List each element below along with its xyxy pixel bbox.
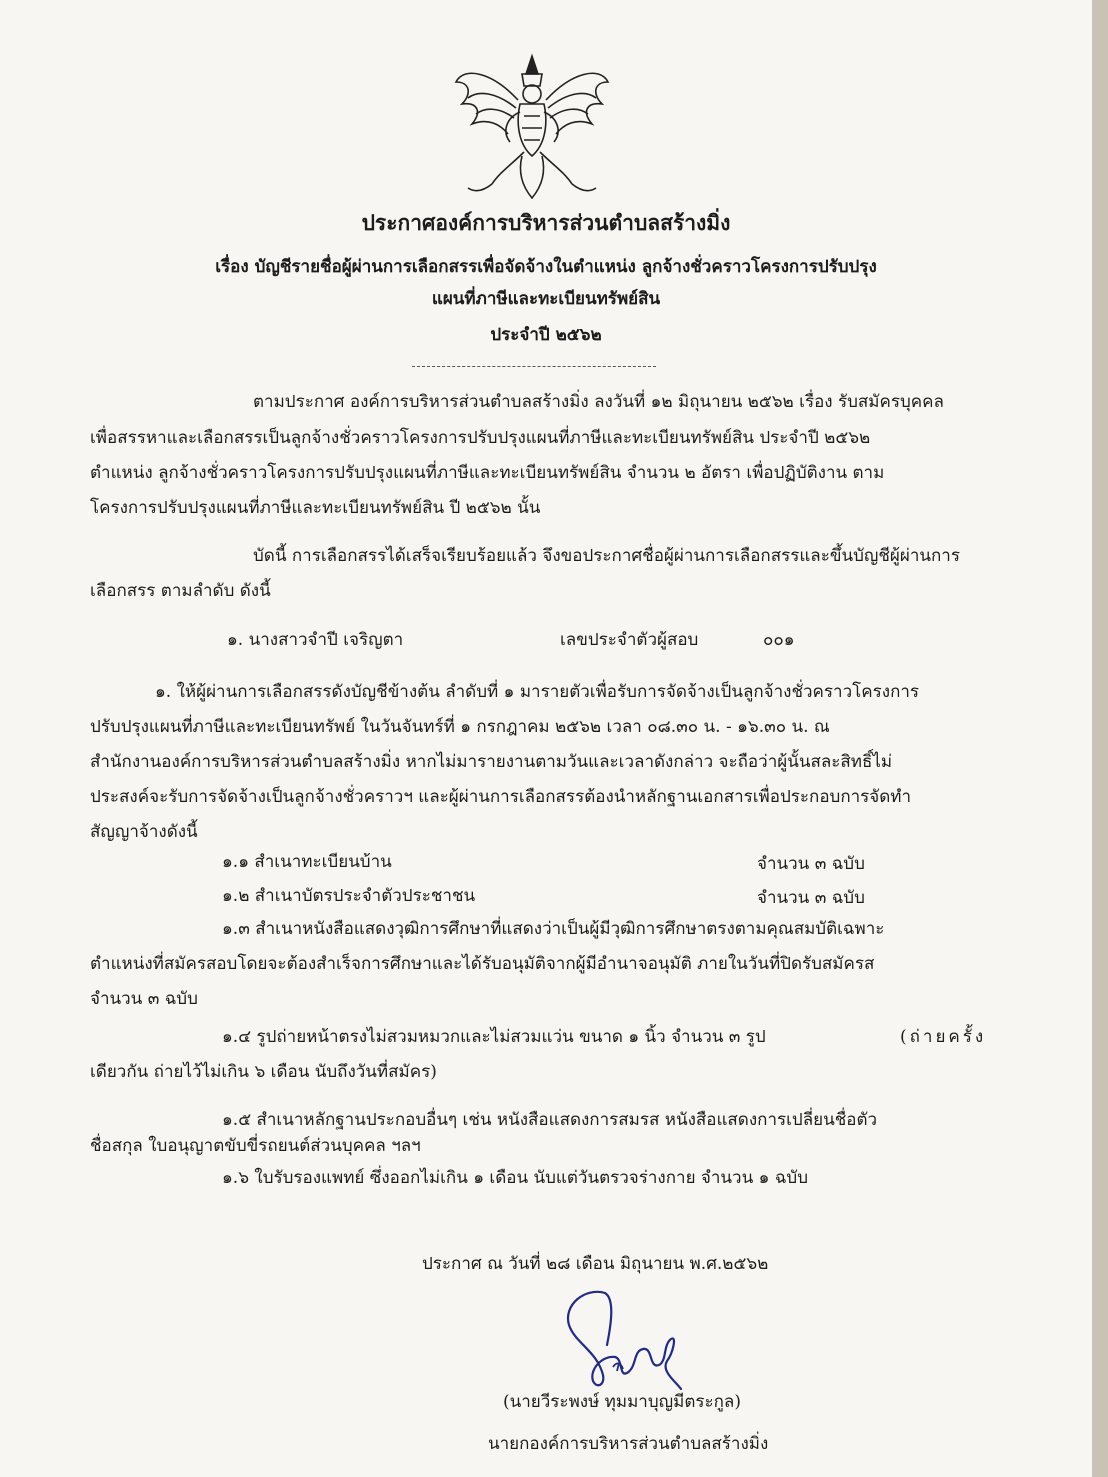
signature-icon	[545, 1285, 685, 1395]
item-1-5-line-1: ๑.๕ สำเนาหลักฐานประกอบอื่นๆ เช่น หนังสือแสดงการสมรส หนังสือแสดงการเปลี่ยนชื่อตัว	[222, 1110, 878, 1130]
garuda-emblem-icon	[452, 52, 612, 202]
page-edge	[1092, 0, 1108, 1477]
title-divider	[412, 366, 656, 367]
subject-line-2: แผนที่ภาษีและทะเบียนทรัพย์สิน	[431, 289, 661, 309]
p1-line-4: โครงการปรับปรุงแผนที่ภาษีและทะเบียนทรัพย์สิน ปี ๒๕๖๒ นั้น	[90, 498, 541, 518]
p3-line-5: สัญญาจ้างดังนี้	[90, 822, 198, 842]
year-line: ประจำปี ๒๕๖๒	[490, 325, 602, 345]
p3-line-1: ๑. ให้ผู้ผ่านการเลือกสรรดังบัญชีข้างต้น ลำดับที่ ๑ มารายตัวเพื่อรับการจัดจ้างเป็นลูกจ้างชั่วคราวโครงการ	[155, 682, 920, 702]
item-1-3-line-3: จำนวน ๓ ฉบับ	[90, 989, 198, 1009]
item-1-3-line-2: ตำแหน่งที่สมัครสอบโดยจะต้องสำเร็จการศึกษาและได้รับอนุมัติจากผู้มีอำนาจอนุมัติ ภายในวันที่ปิดรับสมัครส	[90, 954, 875, 974]
p1-line-2: เพื่อสรรหาและเลือกสรรเป็นลูกจ้างชั่วคราวโครงการปรับปรุงแผนที่ภาษีและทะเบียนทรัพย์สิน ประจำปี ๒๕๖๒	[90, 428, 871, 448]
p1-line-1: ตามประกาศ องค์การบริหารส่วนตำบลสร้างมิ่ง ลงวันที่ ๑๒ มิถุนายน ๒๕๖๒ เรื่อง รับสมัครบุคคล	[253, 392, 944, 412]
item-1-4-line-2: เดียวกัน ถ่ายไว้ไม่เกิน ๖ เดือน นับถึงวันที่สมัคร)	[90, 1062, 437, 1082]
item-1-1-label: ๑.๑ สำเนาทะเบียนบ้าน	[222, 852, 392, 872]
candidate-id-label: เลขประจำตัวผู้สอบ	[560, 630, 699, 650]
announcement-date: ประกาศ ณ วันที่ ๒๘ เดือน มิถุนายน พ.ศ.๒๕๖๒	[422, 1254, 769, 1274]
p3-line-3: สำนักงานองค์การบริหารส่วนตำบลสร้างมิ่ง หากไม่มารายงานตามวันและเวลาดังกล่าว จะถือว่าผู้นั้นสละสิทธิ์ไม่	[90, 752, 893, 772]
item-1-5-line-2: ชื่อสกุล ใบอนุญาตขับขี่รถยนต์ส่วนบุคคล ฯลฯ	[90, 1136, 421, 1156]
p2-line-2: เลือกสรร ตามลำดับ ดังนี้	[90, 581, 271, 601]
candidate-id-value: ๐๐๑	[763, 630, 795, 650]
signer-name: (นายวีระพงษ์ ทุมมาบุญมีตระกูล)	[503, 1392, 741, 1412]
signer-title: นายกองค์การบริหารส่วนตำบลสร้างมิ่ง	[488, 1434, 769, 1454]
p1-line-3: ตำแหน่ง ลูกจ้างชั่วคราวโครงการปรับปรุงแผนที่ภาษีและทะเบียนทรัพย์สิน จำนวน ๒ อัตรา เพื่อปฏิบัติงาน ตาม	[90, 463, 885, 483]
item-1-3-line-1: ๑.๓ สำเนาหนังสือแสดงวุฒิการศึกษาที่แสดงว่าเป็นผู้มีวุฒิการศึกษาตรงตามคุณสมบัติเฉพาะ	[222, 919, 885, 939]
candidate-name: ๑. นางสาวจำปี เจริญตา	[227, 630, 404, 650]
item-1-2-label: ๑.๒ สำเนาบัตรประจำตัวประชาชน	[222, 886, 476, 906]
document-title: ประกาศองค์การบริหารส่วนตำบลสร้างมิ่ง	[361, 210, 731, 235]
item-1-1-qty: จำนวน ๓ ฉบับ	[757, 854, 865, 874]
subject-line-1: เรื่อง บัญชีรายชื่อผู้ผ่านการเลือกสรรเพื่อจัดจ้างในตำแหน่ง ลูกจ้างชั่วคราวโครงการปรับปรุง	[215, 257, 877, 277]
item-1-2-qty: จำนวน ๓ ฉบับ	[757, 888, 865, 908]
p3-line-4: ประสงค์จะรับการจัดจ้างเป็นลูกจ้างชั่วคราวฯ และผู้ผ่านการเลือกสรรต้องนำหลักฐานเอกสารเพื่อประกอบการจัดทำ	[90, 787, 912, 807]
item-1-6: ๑.๖ ใบรับรองแพทย์ ซึ่งออกไม่เกิน ๑ เดือน นับแต่วันตรวจร่างกาย จำนวน ๑ ฉบับ	[222, 1168, 808, 1188]
p2-line-1: บัดนี้ การเลือกสรรได้เสร็จเรียบร้อยแล้ว จึงขอประกาศชื่อผู้ผ่านการเลือกสรรและขึ้นบัญชีผู้ผ่านการ	[253, 546, 960, 566]
item-1-4-line-1: ๑.๔ รูปถ่ายหน้าตรงไม่สวมหมวกและไม่สวมแว่น ขนาด ๑ นิ้ว จำนวน ๓ รูป	[222, 1027, 766, 1047]
item-1-4-line-1-end: (ถ่ายครั้ง	[900, 1027, 987, 1047]
p3-line-2: ปรับปรุงแผนที่ภาษีและทะเบียนทรัพย์ ในวันจันทร์ที่ ๑ กรกฎาคม ๒๕๖๒ เวลา ๐๘.๓๐ น. - ๑๖.๓๐ น. ณ	[90, 717, 830, 737]
